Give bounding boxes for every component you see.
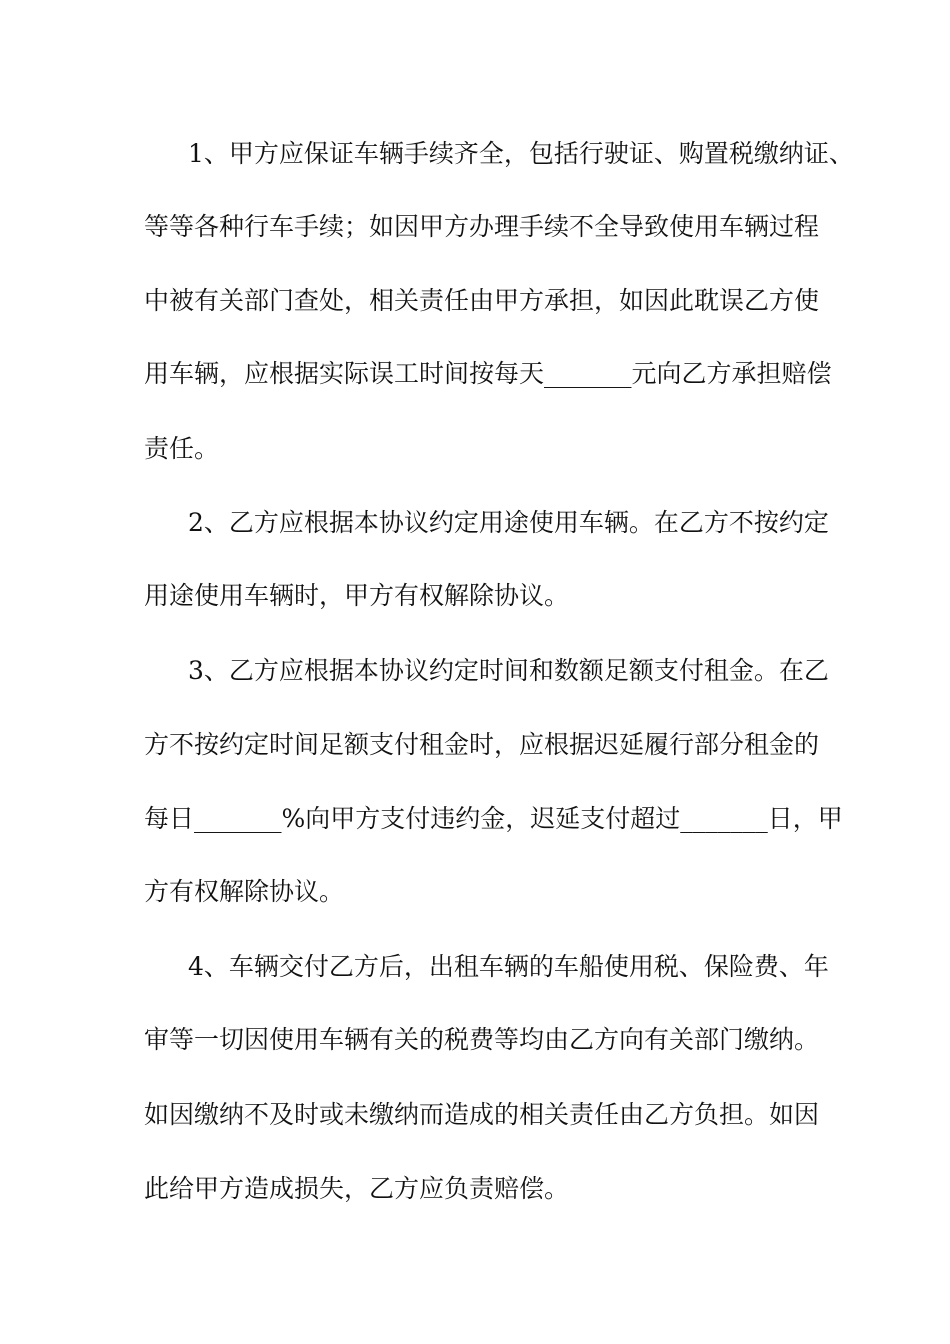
clause-1-line-1: 1、甲方应保证车辆手续齐全，包括行驶证、购置税缴纳证、 (188, 139, 854, 168)
clause-1-line-2: 等等各种行车手续；如因甲方办理手续不全导致使用车辆过程 (144, 212, 820, 241)
clause-3-line-1: 3、乙方应根据本协议约定时间和数额足额支付租金。在乙 (188, 656, 829, 685)
clause-1-line-3: 中被有关部门查处，相关责任由甲方承担，如因此耽误乙方使 (144, 286, 820, 315)
clause-4-line-1: 4、车辆交付乙方后，出租车辆的车船使用税、保险费、年 (188, 952, 829, 981)
clause-3-line-4: 方有权解除协议。 (144, 877, 345, 906)
clause-1-line-4: 用车辆，应根据实际误工时间按每天_______元向乙方承担赔偿 (144, 359, 832, 388)
clause-4-line-4: 此给甲方造成损失，乙方应负责赔偿。 (144, 1174, 570, 1203)
clause-1-line-5: 责任。 (144, 434, 220, 463)
clause-2-line-1: 2、乙方应根据本协议约定用途使用车辆。在乙方不按约定 (188, 508, 829, 537)
clause-4-line-3: 如因缴纳不及时或未缴纳而造成的相关责任由乙方负担。如因 (144, 1100, 820, 1129)
clause-2-line-2: 用途使用车辆时，甲方有权解除协议。 (144, 581, 570, 610)
clause-4-line-2: 审等一切因使用车辆有关的税费等均由乙方向有关部门缴纳。 (144, 1025, 820, 1054)
clause-3-line-3: 每日_______%向甲方支付违约金，迟延支付超过_______日，甲 (144, 804, 843, 833)
clause-3-line-2: 方不按约定时间足额支付租金时，应根据迟延履行部分租金的 (144, 730, 820, 759)
